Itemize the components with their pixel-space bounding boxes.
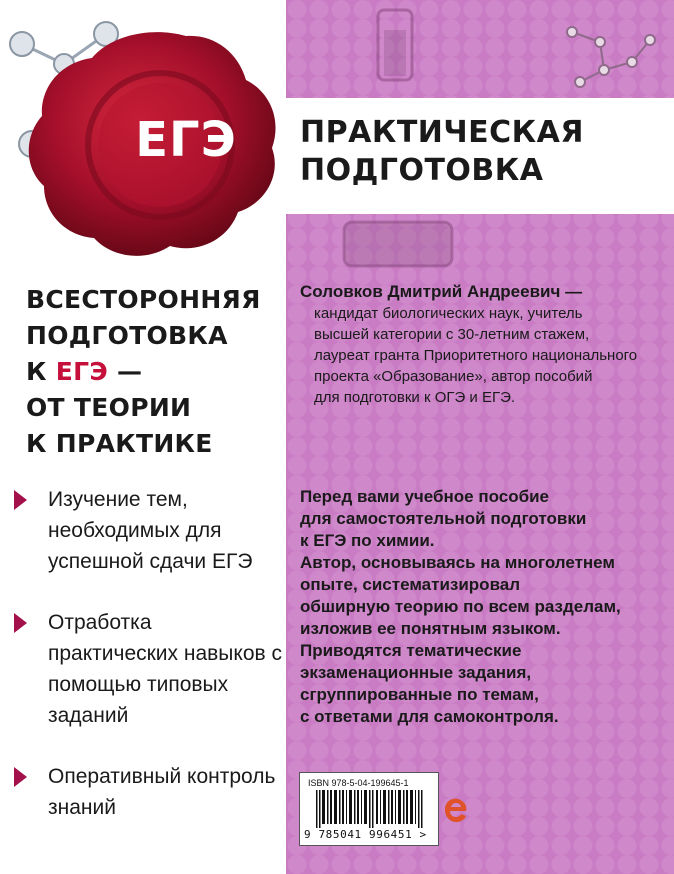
publisher-logo-icon — [442, 795, 468, 825]
author-bio-line: проекта «Образование», автор пособий — [314, 368, 593, 385]
headline-suffix: — — [108, 357, 143, 386]
description-line: изложив ее понятным языком. — [300, 619, 561, 638]
headline-line: ОТ ТЕОРИИ — [26, 393, 192, 422]
molecule-icon-right — [560, 20, 670, 110]
book-title — [300, 114, 660, 190]
title-line: ПОДГОТОВКА — [300, 153, 544, 188]
headline-accent: ЕГЭ — [55, 357, 109, 386]
feature-text: Оперативный контроль знаний — [48, 765, 276, 819]
headline-line: К ПРАКТИКЕ — [26, 429, 213, 458]
description-line: для самостоятельной подготовки — [300, 509, 587, 528]
author-dash: — — [560, 282, 583, 301]
title-line: ПРАКТИЧЕСКАЯ — [300, 115, 584, 150]
description-line: опыте, систематизировал — [300, 575, 521, 594]
isbn-label: ISBN 978-5-04-199645-1 — [308, 778, 409, 788]
description-line: Приводятся тематические — [300, 641, 522, 660]
feature-text: Отработка практических навыков с помощью типовых заданий — [48, 611, 282, 727]
description-line: экзаменационные задания, — [300, 663, 532, 682]
description-line: с ответами для самоконтроля. — [300, 707, 559, 726]
triangle-bullet-icon — [14, 490, 27, 510]
feature-item — [14, 761, 284, 823]
author-bio-line: высшей категории с 30-летним стажем, — [314, 326, 590, 343]
headline — [26, 282, 288, 462]
feature-item — [14, 484, 284, 577]
headline-prefix: К — [26, 357, 56, 386]
headline-line: ПОДГОТОВКА — [26, 321, 228, 350]
author-bio-line: кандидат биологических наук, учитель — [314, 305, 583, 322]
feature-list — [14, 484, 284, 853]
barcode-number: 9 785041 996451 > — [304, 828, 427, 841]
description-line: к ЕГЭ по химии. — [300, 531, 435, 550]
triangle-bullet-icon — [14, 613, 27, 633]
description-line: обширную теорию по всем разделам, — [300, 597, 621, 616]
headline-line — [26, 354, 288, 390]
feature-item — [14, 607, 284, 731]
headline-line: ВСЕСТОРОННЯЯ — [26, 285, 261, 314]
description-line: сгруппированные по темам, — [300, 685, 539, 704]
feature-text: Изучение тем, необходимых для успешной сдачи ЕГЭ — [48, 488, 253, 573]
seal-label: ЕГЭ — [135, 112, 237, 168]
author-bio-line: лауреат гранта Приоритетного национального — [314, 347, 638, 364]
description-line: Автор, основываясь на многолетнем — [300, 553, 615, 572]
triangle-bullet-icon — [14, 767, 27, 787]
wax-seal — [0, 0, 290, 280]
author-info — [300, 281, 660, 408]
book-description — [300, 486, 670, 728]
barcode-icon — [316, 790, 424, 828]
author-name: Соловков Дмитрий Андреевич — [300, 282, 561, 301]
author-bio-line: для подготовки к ОГЭ и ЕГЭ. — [314, 389, 516, 406]
barcode — [299, 772, 439, 846]
description-line: Перед вами учебное пособие — [300, 487, 550, 506]
